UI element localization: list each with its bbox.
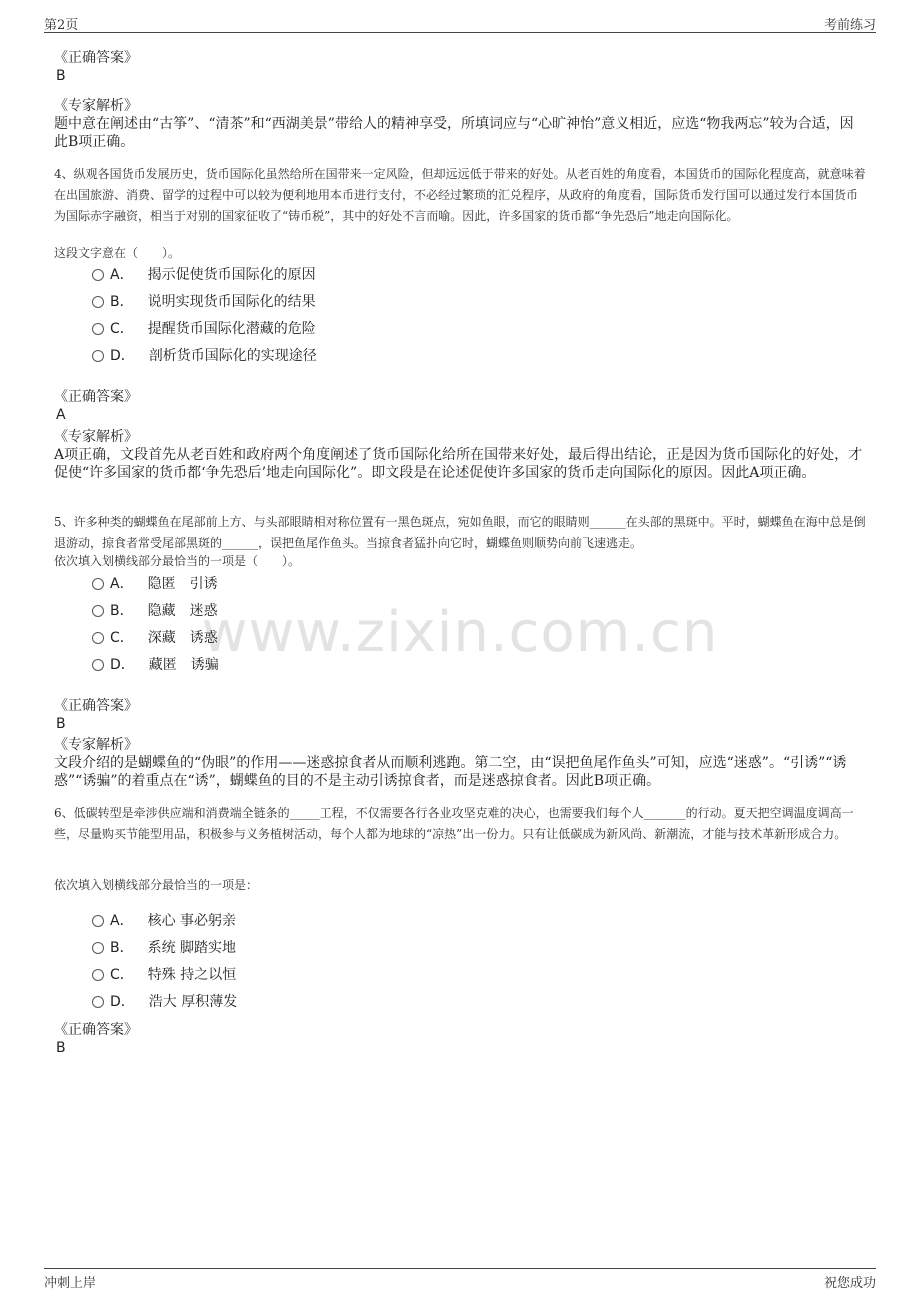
page-footer bbox=[44, 1268, 876, 1289]
radio-icon[interactable] bbox=[92, 296, 104, 308]
option-a[interactable]: A． 揭示促使货币国际化的原因 bbox=[92, 264, 592, 291]
q3-analysis-block bbox=[54, 97, 866, 151]
footer-left: 冲刺上岸 bbox=[44, 1276, 97, 1291]
radio-icon[interactable] bbox=[92, 323, 104, 335]
answer-label: 《正确答案》 bbox=[54, 389, 138, 405]
q5-analysis-block bbox=[54, 736, 866, 790]
option-c[interactable]: C． 提醒货币国际化潜藏的危险 bbox=[92, 318, 592, 345]
footer-right: 祝您成功 bbox=[823, 1276, 876, 1291]
option-d[interactable]: D． 浩大 厚积薄发 bbox=[92, 991, 592, 1018]
radio-icon[interactable] bbox=[92, 915, 104, 927]
q4-options bbox=[92, 264, 592, 372]
option-a[interactable]: A． 核心 事必躬亲 bbox=[92, 910, 592, 937]
header-title: 考前练习 bbox=[823, 18, 876, 33]
q4-text: 4、纵观各国货币发展历史，货币国际化虽然给所在国带来一定风险，但却远远低于带来的好处。从老百姓的角度看，本国货币的国际化程度高，就意味着在出国旅游、消费、留学的过程中可以较为便利地用本币进行支付，不必经过繁琐的汇兑程序，从政府的角度看，国际货币发行国可以通过发行本国货币为国际赤字融资，相当于对别的国家征收了“铸币税”，其中的好处不言而喻。因此，许多国家的货币都“争先恐后”地走向国际化。 bbox=[54, 167, 866, 223]
option-a[interactable]: A． 隐匿 引诱 bbox=[92, 573, 592, 600]
radio-icon[interactable] bbox=[92, 996, 104, 1008]
answer-value: B bbox=[56, 716, 66, 732]
q4-answer-block bbox=[54, 388, 866, 424]
analysis-text: A项正确，文段首先从老百姓和政府两个角度阐述了货币国际化给所在国带来好处，最后得出结论，正是因为货币国际化的好处，才促使“许多国家的货币都‘争先恐后’地走向国际化”。即文段是在论述促使许多国家的货币走向国际化的原因。因此A项正确。 bbox=[54, 447, 863, 481]
radio-icon[interactable] bbox=[92, 942, 104, 954]
q6-options bbox=[92, 910, 592, 1018]
q6-answer-block bbox=[54, 1021, 866, 1057]
analysis-label: 《专家解析》 bbox=[54, 737, 138, 753]
option-b[interactable]: B． 说明实现货币国际化的结果 bbox=[92, 291, 592, 318]
q5-answer-block bbox=[54, 697, 866, 733]
radio-icon[interactable] bbox=[92, 350, 104, 362]
option-d[interactable]: D． 剖析货币国际化的实现途径 bbox=[92, 345, 592, 372]
option-c[interactable]: C． 特殊 持之以恒 bbox=[92, 964, 592, 991]
answer-label: 《正确答案》 bbox=[54, 698, 138, 714]
answer-value: B bbox=[56, 68, 66, 84]
answer-value: B bbox=[56, 1040, 66, 1056]
radio-icon[interactable] bbox=[92, 605, 104, 617]
option-b[interactable]: B． 系统 脚踏实地 bbox=[92, 937, 592, 964]
watermark: www.zixin.com.cn bbox=[201, 600, 719, 665]
answer-label: 《正确答案》 bbox=[54, 1022, 138, 1038]
page-number: 第2页 bbox=[44, 18, 79, 33]
radio-icon[interactable] bbox=[92, 632, 104, 644]
answer-value: A bbox=[56, 407, 66, 423]
q6-text: 6、低碳转型是牵涉供应端和消费端全链条的_____工程，不仅需要各行各业攻坚克难的决心，也需要我们每个人_______的行动。夏天把空调温度调高一些，尽量购买节能型用品，积极参与义务植树活动，每个人都为地球的“凉热”出一份力。只有让低碳成为新风尚、新潮流，才能与技术革新形成合力。 bbox=[54, 806, 854, 841]
radio-icon[interactable] bbox=[92, 269, 104, 281]
analysis-label: 《专家解析》 bbox=[54, 98, 138, 114]
q5-text: 5、许多种类的蝴蝶鱼在尾部前上方、与头部眼睛相对称位置有一黑色斑点，宛如鱼眼，而它的眼睛则______在头部的黑斑中。平时，蝴蝶鱼在海中总是倒退游动，掠食者常受尾部黑斑的______，误把鱼尾作鱼头。当掠食者猛扑向它时，蝴蝶鱼则顺势向前飞速逃走。 bbox=[54, 515, 866, 550]
option-b[interactable]: B． 隐藏 迷惑 bbox=[92, 600, 592, 627]
option-c[interactable]: C． 深藏 诱惑 bbox=[92, 627, 592, 654]
answer-label: 《正确答案》 bbox=[54, 50, 138, 66]
option-d[interactable]: D． 藏匿 诱骗 bbox=[92, 654, 592, 681]
q5-options bbox=[92, 573, 592, 681]
q3-answer-block bbox=[54, 49, 866, 85]
analysis-text: 文段介绍的是蝴蝶鱼的“伪眼”的作用——迷惑掠食者从而顺利逃跑。第二空，由“误把鱼尾作鱼头”可知，应选“迷惑”。“引诱”“诱惑”“诱骗”的着重点在“诱”，蝴蝶鱼的目的不是主动引诱掠食者，而是迷惑掠食者。因此B项正确。 bbox=[54, 755, 847, 789]
page-header bbox=[44, 14, 876, 33]
analysis-text: 题中意在阐述由“古筝”、“清茶”和“西湖美景”带给人的精神享受，所填词应与“心旷神怡”意义相近，应选“物我两忘”较为合适，因此B项正确。 bbox=[54, 116, 854, 150]
q4-prompt: 这段文字意在（ ）。 bbox=[54, 246, 181, 260]
radio-icon[interactable] bbox=[92, 969, 104, 981]
q5-prompt: 依次填入划横线部分最恰当的一项是（ ）。 bbox=[54, 554, 301, 568]
radio-icon[interactable] bbox=[92, 578, 104, 590]
q6-prompt: 依次填入划横线部分最恰当的一项是： bbox=[54, 878, 259, 892]
analysis-label: 《专家解析》 bbox=[54, 429, 138, 445]
q4-analysis-block bbox=[54, 428, 866, 482]
radio-icon[interactable] bbox=[92, 659, 104, 671]
